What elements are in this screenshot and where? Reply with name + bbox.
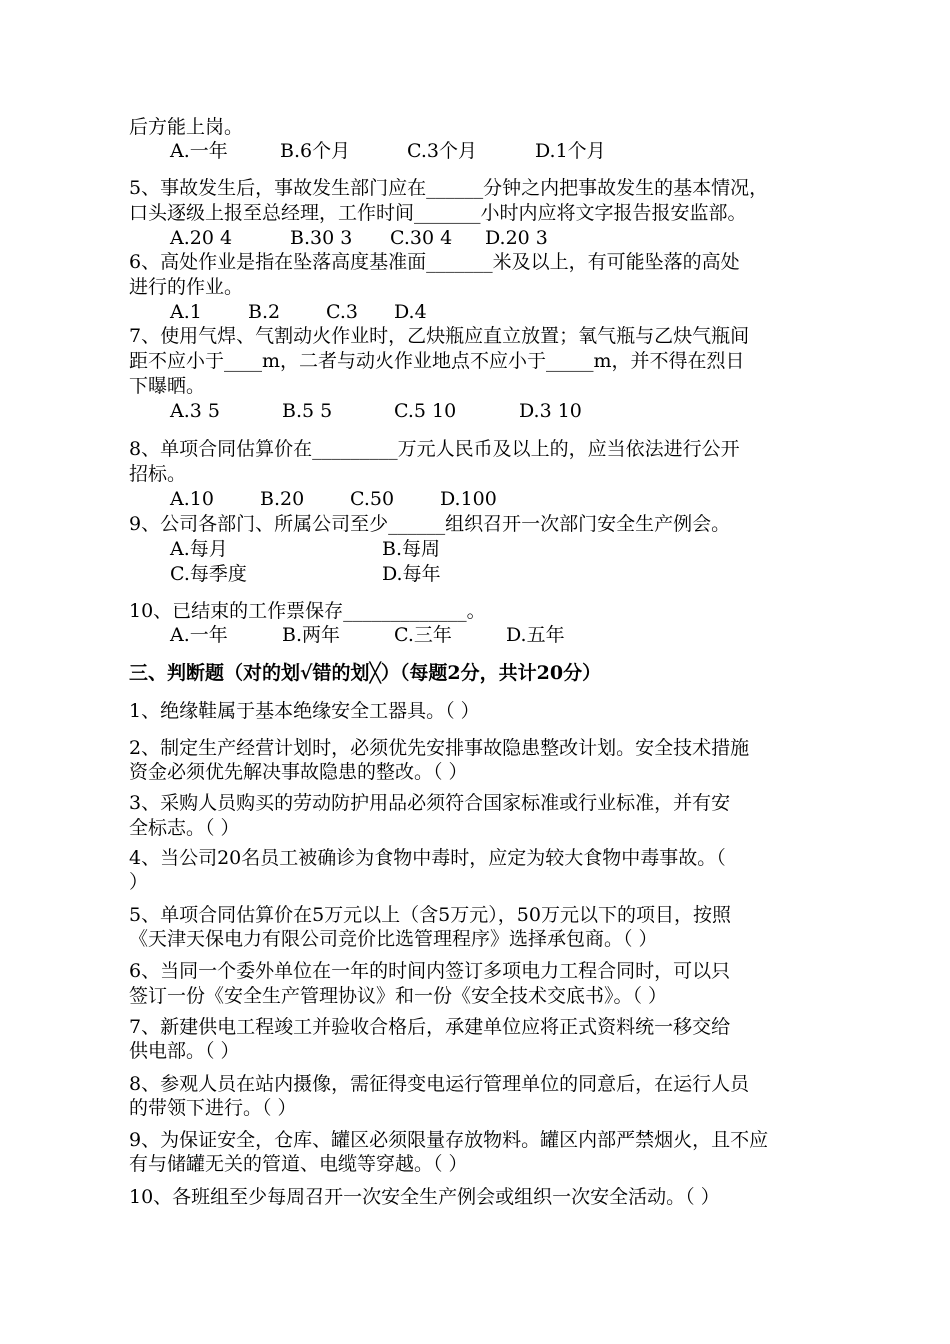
q6-text-2: 进行的作业。 (129, 276, 244, 298)
option-c: C.3 (326, 301, 358, 323)
option-b: B.5 5 (282, 400, 333, 422)
judge-item-10: 10、各班组至少每周召开一次安全生产例会或组织一次安全活动。（ ） (129, 1186, 720, 1208)
judge-item-3-line-2: 全标志。（ ） (129, 817, 240, 839)
option-b: B.20 (260, 488, 305, 510)
q7-text-1: 7、使用气焊、气割动火作业时，乙炔瓶应直立放置；氧气瓶与乙炔气瓶间 (129, 325, 750, 347)
option-b: B.每周 (382, 538, 441, 560)
judge-item-6-line-1: 6、当同一个委外单位在一年的时间内签订多项电力工程合同时，可以只 (129, 960, 731, 982)
option-b: B.6个月 (280, 140, 351, 162)
option-d: D.100 (440, 488, 497, 510)
judge-item-8-line-1: 8、参观人员在站内摄像，需征得变电运行管理单位的同意后，在运行人员 (129, 1073, 750, 1095)
q4-tail: 后方能上岗。 (129, 116, 244, 138)
q5-text-2: 口头逐级上报至总经理，工作时间_______小时内应将文字报告报安监部。 (129, 202, 747, 224)
option-b: B.两年 (282, 624, 341, 646)
q4-options (170, 138, 606, 164)
section-3-title: 三、判断题（对的划√错的划╳）（每题2分，共计20分） (129, 662, 602, 684)
option-d: D.20 3 (485, 227, 548, 249)
option-d: D.1个月 (535, 140, 606, 162)
option-b: B.2 (248, 301, 281, 323)
option-a: A.一年 (170, 624, 228, 646)
judge-item-2-line-2: 资金必须优先解决事故隐患的整改。（ ） (129, 761, 468, 783)
option-a: A.3 5 (170, 400, 220, 422)
q5-text-1: 5、事故发生后，事故发生部门应在______分钟之内把事故发生的基本情况， (129, 177, 769, 199)
option-c: C.5 10 (394, 400, 457, 422)
q9-options-row1 (170, 536, 440, 562)
option-c: C.30 4 (390, 227, 453, 249)
judge-item-2-line-1: 2、制定生产经营计划时，必须优先安排事故隐患整改计划。安全技术措施 (129, 737, 750, 759)
q9-text-1: 9、公司各部门、所属公司至少______组织召开一次部门安全生产例会。 (129, 513, 731, 535)
option-d: D.五年 (506, 624, 565, 646)
option-d: D.4 (394, 301, 427, 323)
q7-options (170, 398, 582, 424)
q6-text-1: 6、高处作业是指在坠落高度基准面_______米及以上，有可能坠落的高处 (129, 251, 740, 273)
option-b: B.30 3 (290, 227, 353, 249)
option-c: C.50 (350, 488, 395, 510)
judge-item-4-line-1: 4、当公司20名员工被确诊为食物中毒时，应定为较大食物中毒事故。（ (129, 847, 726, 869)
q10-options (170, 622, 565, 648)
q6-options (170, 299, 427, 325)
q7-text-2: 距不应小于____m，二者与动火作业地点不应小于_____m，并不得在烈日 (129, 350, 745, 372)
option-a: A.每月 (170, 538, 228, 560)
option-c: C.三年 (394, 624, 452, 646)
judge-item-1: 1、绝缘鞋属于基本绝缘安全工器具。（ ） (129, 700, 480, 722)
judge-item-5-line-1: 5、单项合同估算价在5万元以上（含5万元），50万元以下的项目，按照 (129, 904, 731, 926)
q5-options (170, 225, 548, 251)
judge-item-4-line-2: ） (129, 871, 149, 893)
judge-item-9-line-1: 9、为保证安全，仓库、罐区必须限量存放物料。罐区内部严禁烟火，且不应 (129, 1129, 769, 1151)
option-c: C.3个月 (407, 140, 477, 162)
q10-text-1: 10、已结束的工作票保存_____________。 (129, 600, 486, 622)
option-a: A.10 (170, 488, 214, 510)
judge-item-3-line-1: 3、采购人员购买的劳动防护用品必须符合国家标准或行业标准，并有安 (129, 792, 731, 814)
q8-text-2: 招标。 (129, 463, 187, 485)
option-c: C.每季度 (170, 563, 247, 585)
judge-item-8-line-2: 的带领下进行。（ ） (129, 1097, 297, 1119)
judge-item-5-line-2: 《天津天保电力有限公司竞价比选管理程序》选择承包商。（ ） (129, 928, 658, 950)
judge-item-7-line-2: 供电部。（ ） (129, 1040, 240, 1062)
option-d: D.每年 (382, 563, 441, 585)
q7-text-3: 下曝晒。 (129, 375, 206, 397)
option-d: D.3 10 (519, 400, 582, 422)
judge-item-6-line-2: 签订一份《安全生产管理协议》和一份《安全技术交底书》。（ ） (129, 985, 668, 1007)
q8-text-1: 8、单项合同估算价在_________万元人民币及以上的，应当依法进行公开 (129, 438, 740, 460)
q9-options-row2 (170, 561, 441, 587)
judge-item-9-line-2: 有与储罐无关的管道、电缆等穿越。（ ） (129, 1153, 468, 1175)
judge-item-7-line-1: 7、新建供电工程竣工并验收合格后，承建单位应将正式资料统一移交给 (129, 1016, 731, 1038)
option-a: A.一年 (170, 140, 228, 162)
option-a: A.1 (170, 301, 202, 323)
q8-options (170, 486, 497, 512)
option-a: A.20 4 (170, 227, 233, 249)
